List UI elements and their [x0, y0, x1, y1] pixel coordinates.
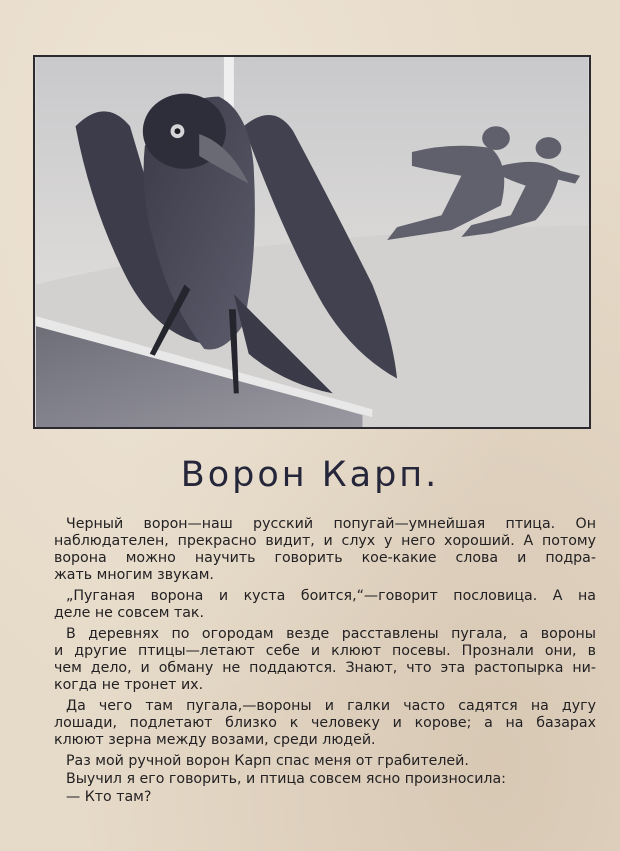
text-line: ворона можно научить говорить кое-какие слова и подра-: [54, 550, 596, 566]
text-line: Выучил я его говорить, и птица совсем ясно произносила:: [66, 771, 506, 787]
text-line: чем дело, и обману не поддаются. Знают, что эта растопырка ни-: [54, 660, 596, 676]
paragraph-4: [54, 698, 596, 749]
text-line: и другие птицы—летают себе и клюют посевы. Прознали они, в: [54, 643, 596, 659]
text-line: клюют зерна между возами, среди людей.: [54, 732, 376, 748]
text-line: лошади, подлетают близко к человеку и корове; а на базарах: [54, 715, 596, 731]
text-line: Раз мой ручной ворон Карп спас меня от грабителей.: [66, 753, 469, 769]
story-body: [54, 516, 596, 810]
raven-drawing: [35, 57, 589, 427]
text-line: „Пуганая ворона и куста боится,“—говорит пословица. А на: [66, 588, 596, 604]
paragraph-3: [54, 626, 596, 694]
paragraph-7: [66, 789, 596, 806]
text-line: В деревнях по огородам везде расставлены пугала, а вороны: [66, 626, 596, 642]
text-line: наблюдателен, прекрасно видит, и слух у него хороший. А потому: [54, 533, 596, 549]
story-title: Ворон Карп.: [180, 455, 440, 495]
text-line: Да чего там пугала,—вороны и галки часто садятся на дугу: [66, 698, 596, 714]
paragraph-6: [66, 771, 596, 788]
paragraph-1: [54, 516, 596, 584]
paragraph-2: [54, 588, 596, 622]
raven-illustration: [33, 55, 591, 429]
text-line: жать многим звукам.: [54, 567, 214, 583]
paragraph-5: [66, 753, 596, 770]
text-line: Черный ворон—наш русский попугай—умнейшая птица. Он: [66, 516, 596, 532]
text-line: когда не тронет их.: [54, 677, 204, 693]
text-line: деле не совсем так.: [54, 605, 204, 621]
text-line: — Кто там?: [66, 789, 152, 805]
